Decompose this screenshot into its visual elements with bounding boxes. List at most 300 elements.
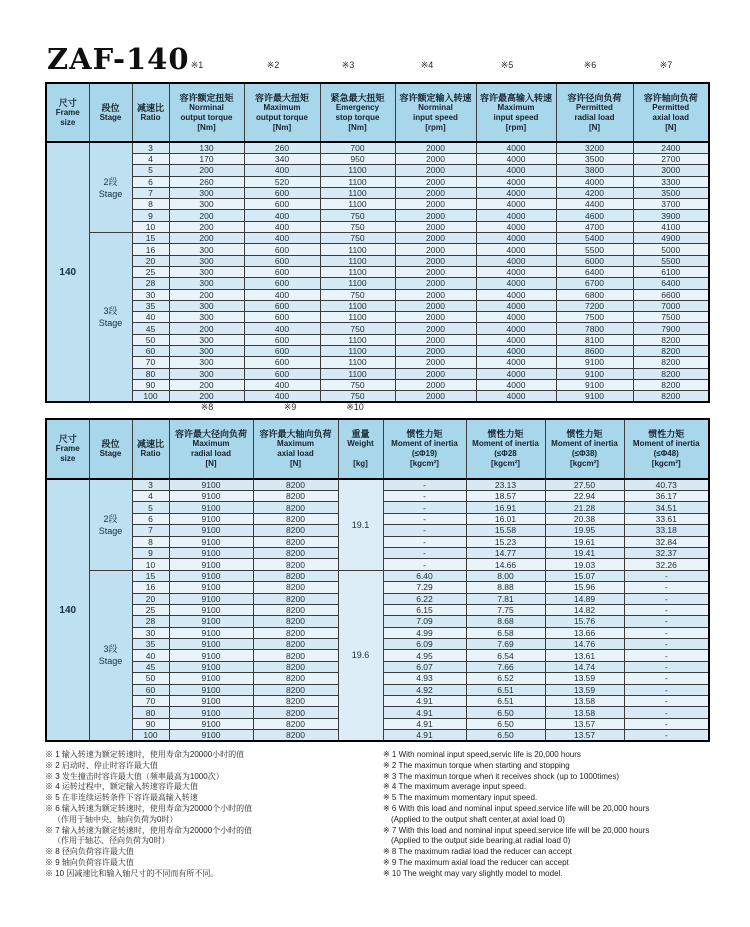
ratio-cell: 25	[132, 266, 169, 277]
value-cell: 2000	[395, 244, 476, 255]
value-cell: 400	[244, 289, 320, 300]
table-row	[46, 154, 709, 165]
value-cell: 8200	[253, 491, 338, 502]
value-cell: 4.92	[383, 684, 466, 695]
value-cell: 6.50	[466, 718, 545, 729]
value-cell: 7900	[633, 323, 709, 334]
value-cell: 200	[169, 233, 244, 244]
value-cell: 4000	[476, 221, 556, 232]
value-cell: 1100	[320, 357, 395, 368]
value-cell: -	[624, 718, 709, 729]
ratio-cell: 45	[132, 323, 169, 334]
ratio-cell: 25	[132, 604, 169, 615]
note-line: ※ 1 输入转速为额定转速时，使用寿命为20000小时的值	[45, 750, 245, 759]
value-cell: 9100	[169, 582, 253, 593]
value-cell: 13.61	[545, 650, 624, 661]
value-cell: -	[624, 627, 709, 638]
ratio-cell: 7	[132, 187, 169, 198]
value-cell: -	[624, 616, 709, 627]
value-cell: 400	[244, 323, 320, 334]
column-header: 减速比 Ratio	[132, 419, 169, 479]
value-cell: 300	[169, 266, 244, 277]
value-cell: 4.99	[383, 627, 466, 638]
value-cell: 14.82	[545, 604, 624, 615]
note-line: ※ 8 The maximum radial load the reducer can accept	[383, 847, 572, 857]
value-cell: 2000	[395, 289, 476, 300]
value-cell: 8200	[253, 582, 338, 593]
value-cell: 8200	[253, 718, 338, 729]
value-cell: 300	[169, 346, 244, 357]
value-cell: 8200	[633, 346, 709, 357]
footnotes-chinese	[45, 750, 380, 880]
value-cell: 6100	[633, 266, 709, 277]
value-cell: 4.93	[383, 673, 466, 684]
column-header: 尺寸 Frame size	[46, 419, 89, 479]
value-cell: 8200	[253, 570, 338, 581]
ratio-cell: 6	[132, 176, 169, 187]
value-cell: 7.09	[383, 616, 466, 627]
value-cell: 750	[320, 210, 395, 221]
value-cell: -	[624, 570, 709, 581]
value-cell: -	[383, 502, 466, 513]
value-cell: -	[624, 604, 709, 615]
table-row	[46, 199, 709, 210]
value-cell: 6400	[556, 266, 633, 277]
ratio-cell: 8	[132, 199, 169, 210]
value-cell: 2000	[395, 368, 476, 379]
footnotes-english	[383, 750, 728, 880]
ratio-cell: 80	[132, 707, 169, 718]
value-cell: 5400	[556, 233, 633, 244]
value-cell: 2000	[395, 221, 476, 232]
value-cell: 170	[169, 154, 244, 165]
value-cell: 2000	[395, 278, 476, 289]
value-cell: 4000	[476, 210, 556, 221]
table-row	[46, 176, 709, 187]
value-cell: 9100	[169, 502, 253, 513]
value-cell: 4000	[476, 244, 556, 255]
table-row	[46, 165, 709, 176]
value-cell: 2000	[395, 323, 476, 334]
value-cell: 4000	[476, 266, 556, 277]
ratio-cell: 30	[132, 289, 169, 300]
value-cell: 9100	[169, 570, 253, 581]
value-cell: -	[624, 661, 709, 672]
value-cell: 32.37	[624, 547, 709, 558]
ratio-cell: 40	[132, 650, 169, 661]
value-cell: 8100	[556, 334, 633, 345]
value-cell: 9100	[169, 696, 253, 707]
ratio-cell: 35	[132, 300, 169, 311]
ratio-cell: 60	[132, 684, 169, 695]
value-cell: 4100	[633, 221, 709, 232]
value-cell: 4000	[476, 255, 556, 266]
value-cell: -	[624, 673, 709, 684]
value-cell: 8200	[633, 379, 709, 390]
value-cell: 8200	[253, 661, 338, 672]
ratio-cell: 30	[132, 627, 169, 638]
ratio-cell: 7	[132, 525, 169, 536]
value-cell: 8200	[253, 639, 338, 650]
stage-cell: 2段 Stage	[89, 479, 132, 570]
note-line: (Applied to the output shaft center,at axial load 0)	[391, 814, 565, 824]
table-row	[46, 312, 709, 323]
column-header: 容许额定输入转速 Norminal input speed [rpm]	[395, 83, 476, 142]
value-cell: 7000	[633, 300, 709, 311]
value-cell: 9100	[556, 379, 633, 390]
ratio-cell: 70	[132, 357, 169, 368]
value-cell: 600	[244, 334, 320, 345]
ratio-cell: 20	[132, 255, 169, 266]
value-cell: 130	[169, 142, 244, 154]
value-cell: -	[383, 547, 466, 558]
value-cell: 9100	[169, 730, 253, 742]
value-cell: 8200	[253, 696, 338, 707]
value-cell: 2000	[395, 312, 476, 323]
value-cell: 14.89	[545, 593, 624, 604]
value-cell: 1100	[320, 199, 395, 210]
ratio-cell: 3	[132, 142, 169, 154]
note-line: ※ 6 With this load and nominal input speed.service life will be 20,000 hours	[383, 803, 650, 813]
table-row	[46, 142, 709, 154]
value-cell: 15.96	[545, 582, 624, 593]
value-cell: 4.91	[383, 696, 466, 707]
table-row	[46, 244, 709, 255]
value-cell: 200	[169, 221, 244, 232]
value-cell: 1100	[320, 255, 395, 266]
value-cell: 400	[244, 233, 320, 244]
value-cell: 4400	[556, 199, 633, 210]
table-row	[46, 210, 709, 221]
ratio-cell: 5	[132, 165, 169, 176]
value-cell: 1100	[320, 300, 395, 311]
value-cell: 13.58	[545, 707, 624, 718]
value-cell: 8200	[253, 525, 338, 536]
value-cell: -	[624, 684, 709, 695]
column-header: 段位 Stage	[89, 83, 132, 142]
value-cell: 13.58	[545, 696, 624, 707]
value-cell: 4000	[476, 300, 556, 311]
value-cell: 2000	[395, 379, 476, 390]
column-header: 重量 Weight [kg]	[338, 419, 383, 479]
value-cell: 8200	[253, 650, 338, 661]
value-cell: 7.69	[466, 639, 545, 650]
value-cell: 400	[244, 221, 320, 232]
value-cell: 13.66	[545, 627, 624, 638]
value-cell: 9100	[169, 661, 253, 672]
column-header: 减速比 Ratio	[132, 83, 169, 142]
value-cell: 1100	[320, 176, 395, 187]
value-cell: 9100	[169, 616, 253, 627]
value-cell: 4000	[476, 289, 556, 300]
value-cell: 15.07	[545, 570, 624, 581]
value-cell: 4000	[476, 176, 556, 187]
ratio-cell: 35	[132, 639, 169, 650]
note-line: （作用于轴中央、轴向负荷为0时）	[53, 814, 178, 824]
value-cell: 6.51	[466, 696, 545, 707]
value-cell: 15.23	[466, 536, 545, 547]
value-cell: 600	[244, 312, 320, 323]
value-cell: 9100	[169, 673, 253, 684]
value-cell: 4.91	[383, 718, 466, 729]
value-cell: 400	[244, 379, 320, 390]
value-cell: 4000	[476, 312, 556, 323]
value-cell: 2000	[395, 199, 476, 210]
value-cell: 600	[244, 368, 320, 379]
ratio-cell: 3	[132, 479, 169, 491]
value-cell: 300	[169, 278, 244, 289]
stage-cell: 3段 Stage	[89, 233, 132, 403]
value-cell: 4000	[476, 379, 556, 390]
ratio-cell: 16	[132, 582, 169, 593]
value-cell: 400	[244, 391, 320, 403]
value-cell: 4000	[476, 346, 556, 357]
value-cell: 3300	[633, 176, 709, 187]
value-cell: 14.77	[466, 547, 545, 558]
value-cell: 4.91	[383, 707, 466, 718]
value-cell: 2000	[395, 346, 476, 357]
value-cell: 7800	[556, 323, 633, 334]
column-header: 段位 Stage	[89, 419, 132, 479]
note-line: ※ 2 启动时、停止时容许最大值	[45, 760, 158, 770]
value-cell: -	[624, 696, 709, 707]
value-cell: 200	[169, 391, 244, 403]
value-cell: 200	[169, 210, 244, 221]
ratio-cell: 50	[132, 334, 169, 345]
ref-mark-8: ※8	[200, 402, 214, 412]
column-header: 容许最大径向负荷 Maximum radial load [N]	[169, 419, 253, 479]
column-header: 惯性力矩 Moment of inertia (≤Φ38) [kgcm²]	[545, 419, 624, 479]
column-header: 容许轴向负荷 Permitted axial load [N]	[633, 83, 709, 142]
value-cell: -	[624, 730, 709, 742]
value-cell: 8200	[253, 616, 338, 627]
table-row	[46, 570, 709, 581]
value-cell: -	[624, 582, 709, 593]
value-cell: 8200	[253, 559, 338, 570]
ratio-cell: 9	[132, 210, 169, 221]
value-cell: 4600	[556, 210, 633, 221]
value-cell: 13.57	[545, 730, 624, 742]
value-cell: 4000	[476, 323, 556, 334]
column-header: 容许额定扭矩 Norminal output torque [Nm]	[169, 83, 244, 142]
value-cell: 5500	[556, 244, 633, 255]
value-cell: 600	[244, 187, 320, 198]
note-line: ※ 1 With nominal input speed,servic life is 20,000 hours	[383, 750, 581, 759]
value-cell: 2000	[395, 233, 476, 244]
value-cell: 9100	[169, 525, 253, 536]
note-line: ※ 6 输入转速为额定转速时，使用寿命为20000个小时的值	[45, 803, 253, 813]
value-cell: 8200	[253, 604, 338, 615]
value-cell: -	[383, 536, 466, 547]
value-cell: 2000	[395, 300, 476, 311]
value-cell: 600	[244, 357, 320, 368]
value-cell: 2000	[395, 210, 476, 221]
value-cell: -	[624, 593, 709, 604]
value-cell: -	[383, 513, 466, 524]
value-cell: 5500	[633, 255, 709, 266]
value-cell: -	[624, 707, 709, 718]
column-header: 容许最高输入转速 Maximum input speed [rpm]	[476, 83, 556, 142]
column-header: 容许最大扭矩 Maximum output torque [Nm]	[244, 83, 320, 142]
ratio-cell: 28	[132, 278, 169, 289]
value-cell: 340	[244, 154, 320, 165]
value-cell: 8200	[633, 368, 709, 379]
value-cell: 2400	[633, 142, 709, 154]
value-cell: 2000	[395, 187, 476, 198]
value-cell: -	[383, 525, 466, 536]
value-cell: 1100	[320, 187, 395, 198]
ratio-cell: 20	[132, 593, 169, 604]
value-cell: 600	[244, 255, 320, 266]
column-header: 惯性力矩 Moment of inertia (≤Φ28 [kgcm²]	[466, 419, 545, 479]
value-cell: 16.91	[466, 502, 545, 513]
note-line: ※ 4 The maximum average input speed.	[383, 782, 527, 792]
value-cell: 600	[244, 300, 320, 311]
value-cell: 3800	[556, 165, 633, 176]
value-cell: 13.57	[545, 718, 624, 729]
table-row	[46, 255, 709, 266]
value-cell: 33.18	[624, 525, 709, 536]
value-cell: 8200	[253, 547, 338, 558]
value-cell: 300	[169, 312, 244, 323]
value-cell: 9100	[169, 513, 253, 524]
table-row	[46, 479, 709, 491]
value-cell: 600	[244, 244, 320, 255]
frame-size-cell: 140	[46, 142, 89, 402]
value-cell: 600	[244, 266, 320, 277]
value-cell: 300	[169, 334, 244, 345]
value-cell: 6.52	[466, 673, 545, 684]
value-cell: 2000	[395, 255, 476, 266]
value-cell: 300	[169, 357, 244, 368]
value-cell: 4200	[556, 187, 633, 198]
value-cell: 6800	[556, 289, 633, 300]
value-cell: 3000	[633, 165, 709, 176]
value-cell: 6.50	[466, 730, 545, 742]
ref-mark-1: ※1	[190, 60, 204, 70]
value-cell: 260	[244, 142, 320, 154]
value-cell: 1100	[320, 346, 395, 357]
value-cell: 9100	[169, 593, 253, 604]
value-cell: 6.22	[383, 593, 466, 604]
value-cell: 15.58	[466, 525, 545, 536]
value-cell: 6700	[556, 278, 633, 289]
value-cell: 1100	[320, 165, 395, 176]
ratio-cell: 9	[132, 547, 169, 558]
value-cell: -	[624, 650, 709, 661]
value-cell: 40.73	[624, 479, 709, 491]
value-cell: 6.54	[466, 650, 545, 661]
value-cell: 6600	[633, 289, 709, 300]
ratio-cell: 90	[132, 718, 169, 729]
ratio-cell: 60	[132, 346, 169, 357]
note-line: ※ 10 因减速比和输入轴尺寸的不同而有所不同。	[45, 868, 219, 878]
value-cell: 300	[169, 244, 244, 255]
value-cell: 4000	[476, 233, 556, 244]
value-cell: 21.28	[545, 502, 624, 513]
value-cell: 4000	[556, 176, 633, 187]
value-cell: 750	[320, 323, 395, 334]
spec-table-load-inertia	[45, 418, 710, 742]
value-cell: 400	[244, 165, 320, 176]
value-cell: 9100	[169, 559, 253, 570]
value-cell: 8200	[253, 684, 338, 695]
table-row	[46, 368, 709, 379]
value-cell: 8.88	[466, 582, 545, 593]
value-cell: 1100	[320, 244, 395, 255]
ratio-cell: 6	[132, 513, 169, 524]
value-cell: 6.50	[466, 707, 545, 718]
value-cell: 9100	[169, 604, 253, 615]
table-row	[46, 278, 709, 289]
value-cell: 1100	[320, 368, 395, 379]
value-cell: 8200	[253, 593, 338, 604]
value-cell: 6.51	[466, 684, 545, 695]
value-cell: 3500	[633, 187, 709, 198]
ref-mark-4: ※4	[420, 60, 434, 70]
value-cell: 300	[169, 187, 244, 198]
value-cell: 2000	[395, 165, 476, 176]
value-cell: 4700	[556, 221, 633, 232]
value-cell: 200	[169, 165, 244, 176]
value-cell: 9100	[169, 479, 253, 491]
column-header: 惯性力矩 Moment of inertia (≤Φ19) [kgcm²]	[383, 419, 466, 479]
value-cell: 200	[169, 289, 244, 300]
table-row	[46, 266, 709, 277]
value-cell: 8200	[253, 502, 338, 513]
value-cell: 19.95	[545, 525, 624, 536]
value-cell: 600	[244, 346, 320, 357]
value-cell: 4000	[476, 334, 556, 345]
value-cell: 6.07	[383, 661, 466, 672]
value-cell: 300	[169, 300, 244, 311]
value-cell: 9100	[556, 357, 633, 368]
value-cell: 19.61	[545, 536, 624, 547]
value-cell: 9100	[169, 718, 253, 729]
note-line: ※ 5 The maximum momentary input speed.	[383, 793, 538, 803]
table-row	[46, 379, 709, 390]
ratio-cell: 16	[132, 244, 169, 255]
value-cell: 9100	[556, 368, 633, 379]
value-cell: 9100	[169, 547, 253, 558]
value-cell: 4000	[476, 154, 556, 165]
value-cell: 14.76	[545, 639, 624, 650]
page-title: ZAF-140	[47, 42, 190, 76]
value-cell: 18.57	[466, 491, 545, 502]
value-cell: 200	[169, 323, 244, 334]
value-cell: 9100	[169, 491, 253, 502]
column-header: 容许最大轴向负荷 Maximum axial load [N]	[253, 419, 338, 479]
value-cell: 8200	[633, 357, 709, 368]
value-cell: 8200	[253, 479, 338, 491]
value-cell: 2700	[633, 154, 709, 165]
value-cell: 4900	[633, 233, 709, 244]
ratio-cell: 100	[132, 730, 169, 742]
table-row	[46, 346, 709, 357]
value-cell: 33.61	[624, 513, 709, 524]
value-cell: 2000	[395, 142, 476, 154]
value-cell: 7.81	[466, 593, 545, 604]
ratio-cell: 70	[132, 696, 169, 707]
value-cell: 9100	[169, 707, 253, 718]
note-line: ※ 9 The maximum axial load the reducer can accept	[383, 857, 569, 867]
weight-cell: 19.6	[338, 570, 383, 741]
ratio-cell: 8	[132, 536, 169, 547]
value-cell: 19.41	[545, 547, 624, 558]
ratio-cell: 4	[132, 491, 169, 502]
value-cell: 4000	[476, 391, 556, 403]
value-cell: 4000	[476, 357, 556, 368]
